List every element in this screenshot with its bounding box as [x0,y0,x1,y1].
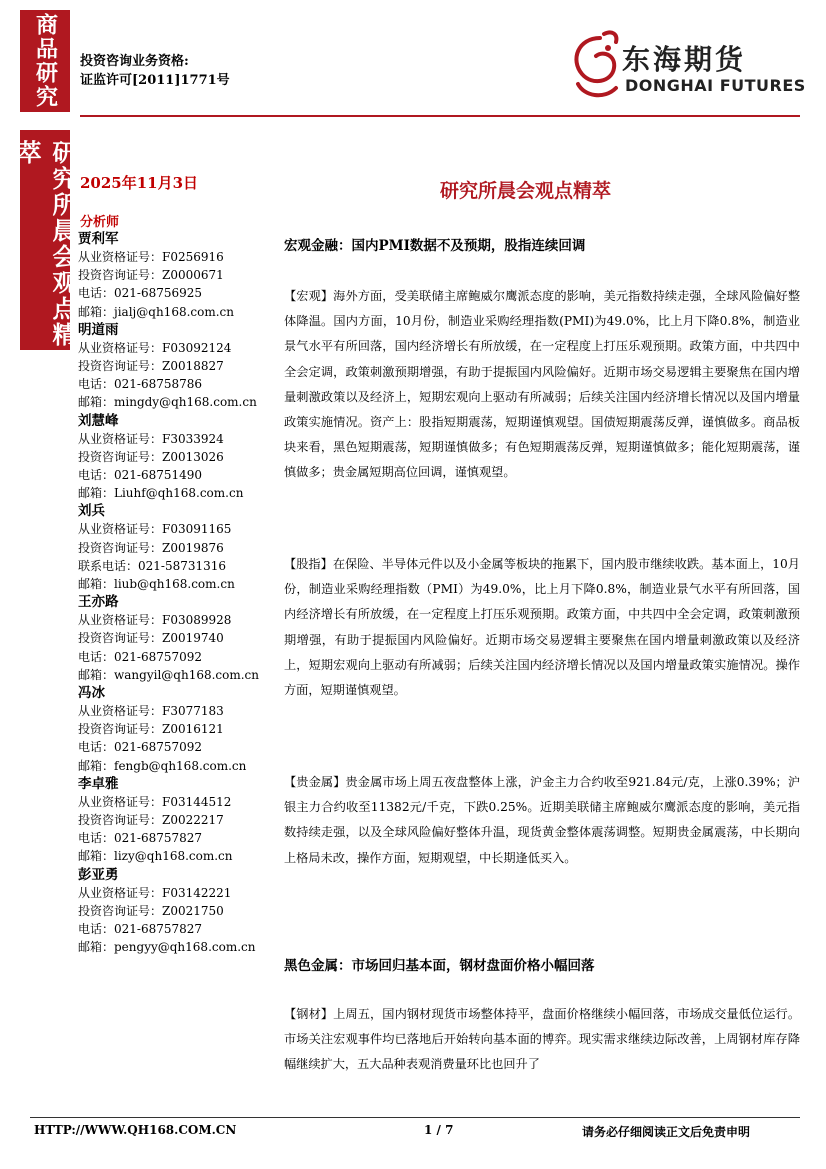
page-title: 研究所晨会观点精萃 [440,180,612,202]
macro-paragraph [284,284,800,486]
qualification-block [80,52,230,90]
analyst-entry [78,502,273,593]
ferrous-section-heading: 黑色金属：市场回归基本面，钢材盘面价格小幅回落 [284,958,595,974]
analyst-name: 贾利军 [78,231,119,247]
report-type-label: 研究所晨会观点精萃 [13,140,76,348]
analyst-entry [78,412,273,503]
analyst-phone: 电话：021-68757827 [78,922,203,937]
analyst-name: 彭亚勇 [78,866,119,883]
macro-tag: 【宏观】 [284,289,334,303]
analyst-name: 明道雨 [78,321,119,338]
steel-text: 上周五，国内钢材现货市场整体持平，盘面价格继续小幅回落，市场成交量低位运行。市场关注宏观事件均已落地后开始转向基本面的博弈。现实需求继续边际改善，上周钢材库存降幅继续扩大，五大品种表观消费量环比也回升了 [284,1007,801,1072]
analyst-entry [78,230,273,321]
analyst-email: 邮箱：liub@qh168.com.cn [78,577,235,592]
precious-metal-tag: 【贵金属】 [284,775,346,789]
analyst-phone: 联系电话：021-58731316 [78,558,227,573]
analyst-entry [78,775,273,866]
analyst-license: 从业资格证号：F0256916 [78,250,224,264]
analyst-email: 邮箱：lizy@qh168.com.cn [78,849,233,864]
analyst-license: 从业资格证号：F03089928 [78,613,232,628]
analyst-entry [78,321,273,412]
analyst-name: 王亦路 [78,594,119,611]
qualification-line-2: 证监许可[2011]1771号 [80,73,230,88]
analyst-email: 邮箱：pengyy@qh168.com.cn [78,940,256,955]
analyst-consult-id: 投资咨询证号：Z0013026 [78,449,224,464]
analyst-license: 从业资格证号：F03091165 [78,522,232,537]
footer-url: HTTP://WWW.QH168.COM.CN [34,1123,237,1137]
analyst-email: 邮箱：fengb@qh168.com.cn [78,758,247,773]
analyst-consult-id: 投资咨询证号：Z0021750 [78,903,224,918]
analyst-phone: 电话：021-68758786 [78,377,203,392]
analyst-consult-id: 投资咨询证号：Z0016121 [78,722,224,737]
precious-metal-text: 贵金属市场上周五夜盘整体上涨，沪金主力合约收至921.84元/克，上涨0.39%；沪银主力合约收至11382元/千克，下跌0.25%。近期美联储主席鲍威尔鹰派态度的影响，美元指数持续走强，以及全球风险偏好整体升温，现货黄金整体震荡调整。短期贵金属震荡，中长期向上格局未改，操作方面，短期观望，中长期逢低买入。 [284,775,801,865]
header-divider [80,115,800,117]
footer-divider [30,1117,800,1118]
analyst-heading: 分析师 [80,215,120,230]
macro-section-heading: 宏观金融：国内PMI数据不及预期，股指连续回调 [284,238,586,254]
analyst-name: 刘慧峰 [78,412,119,429]
macro-text: 海外方面，受美联储主席鲍威尔鹰派态度的影响，美元指数持续走强，全球风险偏好整体降温。国内方面，10月份，制造业采购经理指数(PMI)为49.0%，比上月下降0.8%，制造业景气水平有所回落，国内经济增长有所放缓，在一定程度上打压乐观预期。政策方面，中共四中全会定调，政策刺激预期增强，有助于提振国内风险偏好。近期市场交易逻辑主要聚焦在国内增量刺激政策以及经济上，短期宏观向上驱动有所减弱；后续关注国内经济增长情况以及国内增量政策实施情况。资产上：股指短期震荡，短期谨慎观望。国债短期震荡反弹，谨慎做多。商品板块来看，黑色短期震荡，短期谨慎做多；有色短期震荡反弹，短期谨慎做多；能化短期震荡，谨慎做多；贵金属短期高位回调，谨慎观望。 [284,289,801,480]
analyst-consult-id: 投资咨询证号：Z0018827 [78,359,224,374]
index-text: 在保险、半导体元件以及小金属等板块的拖累下，国内股市继续收跌。基本面上，10月份，制造业采购经理指数（PMI）为49.0%，比上月下降0.8%，制造业景气水平有所回落，国内经济增长有所放缓，在一定程度上打压乐观预期。政策方面，中共四中全会定调，政策刺激预期增强，有助于提振国内风险偏好。近期市场交易逻辑主要聚焦在国内增量刺激政策以及经济上，短期宏观向上驱动有所减弱；后续关注国内经济增长情况以及国内增量政策实施情况。操作方面，短期谨慎观望。 [284,557,800,698]
analyst-name: 李卓雅 [78,775,119,792]
analyst-consult-id: 投资咨询证号：Z0000671 [78,268,224,283]
page-number: 1 / 7 [424,1123,454,1137]
analyst-list [78,230,273,957]
analyst-phone: 电话：021-68757092 [78,649,203,664]
precious-metal-paragraph [284,770,800,871]
logo-english: DONGHAI FUTURES [625,76,806,95]
analyst-phone: 电话：021-68751490 [78,468,203,483]
analyst-email: 邮箱：jialj@qh168.com.cn [78,304,234,319]
analyst-name: 冯冰 [78,685,105,702]
index-paragraph [284,552,800,703]
analyst-entry [78,684,273,775]
category-label: 商品研究 [32,13,58,109]
qualification-line-1: 投资咨询业务资格: [80,54,189,69]
analyst-consult-id: 投资咨询证号：Z0019876 [78,540,224,555]
analyst-license: 从业资格证号：F03142221 [78,885,232,900]
category-banner [20,10,70,112]
steel-tag: 【钢材】 [284,1007,334,1021]
report-type-banner [13,130,76,350]
steel-paragraph [284,1002,800,1078]
analyst-consult-id: 投资咨询证号：Z0022217 [78,813,224,828]
report-date: 2025年11月3日 [80,174,199,192]
analyst-entry [78,866,273,957]
analyst-phone: 电话：021-68757092 [78,740,203,755]
footer-disclaimer: 请务必仔细阅读正文后免责申明 [582,1125,751,1139]
analyst-phone: 电话：021-68757827 [78,831,203,846]
index-tag: 【股指】 [284,557,333,571]
analyst-license: 从业资格证号：F03144512 [78,794,232,809]
analyst-license: 从业资格证号：F3033924 [78,431,224,446]
analyst-consult-id: 投资咨询证号：Z0019740 [78,631,224,646]
analyst-email: 邮箱：mingdy@qh168.com.cn [78,395,257,410]
analyst-name: 刘兵 [78,503,105,520]
analyst-email: 邮箱：wangyil@qh168.com.cn [78,667,260,682]
analyst-phone: 电话：021-68756925 [78,286,203,301]
analyst-entry [78,593,273,684]
analyst-license: 从业资格证号：F3077183 [78,704,224,719]
logo-chinese: 东海期货 [622,43,747,76]
analyst-email: 邮箱：Liuhf@qh168.com.cn [78,486,244,501]
analyst-license: 从业资格证号：F03092124 [78,340,232,355]
